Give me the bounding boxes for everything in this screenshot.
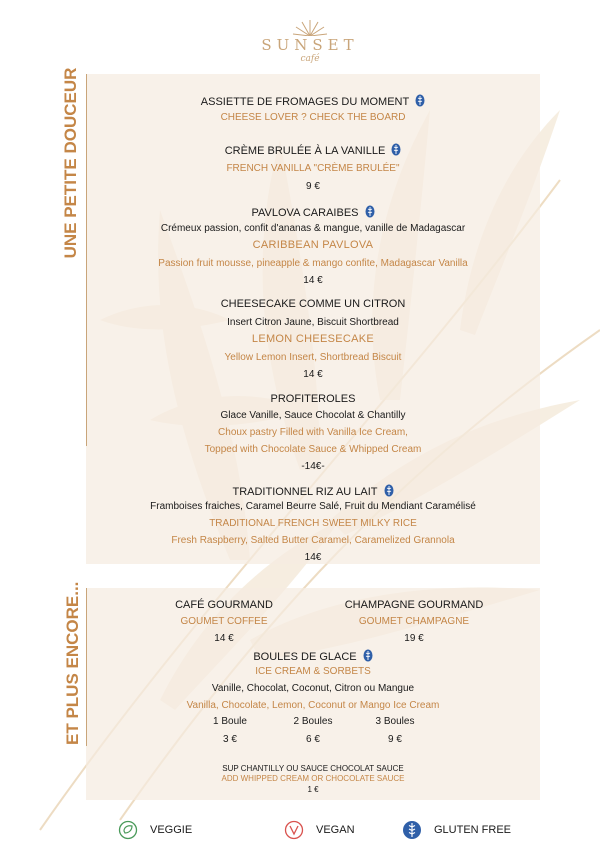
sunset-cafe-logo: [250, 16, 370, 66]
section-title-encore: ET PLUS ENCORE...: [63, 581, 82, 745]
logo-subtitle: café: [300, 54, 320, 64]
ice-cream-option-label: 1 Boule: [213, 716, 247, 727]
champagne-gourmand-title: CHAMPAGNE GOURMAND: [344, 599, 484, 611]
legend-gluten-free-label: GLUTEN FREE: [434, 824, 512, 836]
dessert-pavlova-price: 14 €: [303, 275, 323, 286]
dessert-cheesecake-price: 14 €: [303, 369, 323, 380]
champagne-gourmand-price: 19 €: [404, 633, 424, 644]
cafe-gourmand-en: GOUMET COFFEE: [180, 616, 268, 627]
vegan-icon: [284, 820, 304, 840]
gluten-free-icon: [415, 94, 425, 107]
veggie-icon: [118, 820, 138, 840]
ice-cream-option-price: 9 €: [388, 734, 402, 745]
ice-cream-en-desc: Vanilla, Chocolate, Lemon, Coconut or Mango Ice Cream: [186, 700, 440, 711]
dessert-creme-brulee-en: FRENCH VANILLA "CRÈME BRULÉE": [226, 163, 400, 174]
dessert-cheese-en: CHEESE LOVER ? CHECK THE BOARD: [220, 112, 406, 123]
dessert-pavlova-en: CARIBBEAN PAVLOVA: [252, 239, 374, 251]
supplement-price: 1 €: [307, 785, 319, 794]
gluten-free-icon: [391, 143, 401, 156]
legend-veggie-label: VEGGIE: [150, 824, 193, 836]
sun-rays-icon: [292, 18, 328, 36]
dessert-riz-au-lait-en-desc: Fresh Raspberry, Salted Butter Caramel, Caramelized Grannola: [171, 535, 455, 546]
dessert-profiteroles-en-desc-2: Topped with Chocolate Sauce & Whipped Cream: [204, 444, 422, 455]
dessert-riz-au-lait-en: TRADITIONAL FRENCH SWEET MILKY RICE: [209, 518, 417, 529]
gluten-free-icon: [365, 205, 375, 218]
cafe-gourmand-price: 14 €: [214, 633, 234, 644]
champagne-gourmand-en: GOUMET CHAMPAGNE: [358, 616, 470, 627]
dessert-cheesecake-en: LEMON CHEESECAKE: [251, 333, 375, 345]
supplement-en: ADD WHIPPED CREAM OR CHOCOLATE SAUCE: [221, 774, 405, 783]
dessert-riz-au-lait-title: TRADITIONNEL RIZ AU LAIT: [86, 484, 540, 498]
dessert-profiteroles-title: PROFITEROLES: [270, 393, 356, 405]
dessert-pavlova-en-desc: Passion fruit mousse, pineapple & mango confite, Madagascar Vanilla: [158, 258, 468, 269]
dessert-cheesecake-en-desc: Yellow Lemon Insert, Shortbread Biscuit: [224, 352, 402, 363]
dessert-pavlova-title: PAVLOVA CARAIBES: [86, 205, 540, 219]
ice-cream-option-label: 3 Boules: [375, 716, 415, 727]
ice-cream-desc: Vanille, Chocolat, Coconut, Citron ou Mangue: [211, 683, 415, 694]
cafe-gourmand-title: CAFÉ GOURMAND: [175, 599, 273, 611]
dessert-profiteroles-price: -14€-: [301, 461, 325, 472]
dessert-creme-brulee-title: CRÈME BRULÉE À LA VANILLE: [86, 143, 540, 157]
gluten-free-icon: [384, 484, 394, 497]
dessert-cheesecake-desc: Insert Citron Jaune, Biscuit Shortbread: [227, 317, 399, 328]
logo-wordmark: SUNSET: [261, 36, 359, 54]
gluten-free-icon: [402, 820, 422, 840]
gluten-free-icon: [363, 649, 373, 662]
dessert-cheesecake-title: CHEESECAKE COMME UN CITRON: [220, 298, 406, 310]
ice-cream-option-price: 3 €: [223, 734, 237, 745]
dessert-pavlova-desc: Crémeux passion, confit d'ananas & mangue, vanille de Madagascar: [160, 223, 466, 234]
supplement-fr: SUP CHANTILLY OU SAUCE CHOCOLAT SAUCE: [222, 764, 404, 773]
dessert-riz-au-lait-desc: Framboises fraiches, Caramel Beurre Salé, Fruit du Mendiant Caramélisé: [150, 501, 476, 512]
dessert-profiteroles-en-desc: Choux pastry Filled with Vanilla Ice Cream,: [218, 427, 408, 438]
ice-cream-en: ICE CREAM & SORBETS: [255, 666, 371, 677]
dessert-riz-au-lait-price: 14€: [304, 552, 322, 563]
ice-cream-option-price: 6 €: [306, 734, 320, 745]
ice-cream-option-label: 2 Boules: [293, 716, 333, 727]
dessert-creme-brulee-price: 9 €: [306, 181, 320, 192]
legend-vegan-label: VEGAN: [316, 824, 355, 836]
section-title-douceur: UNE PETITE DOUCEUR: [61, 67, 80, 259]
dessert-profiteroles-desc: Glace Vanille, Sauce Chocolat & Chantilly: [220, 410, 406, 421]
dessert-cheese-title: ASSIETTE DE FROMAGES DU MOMENT: [86, 94, 540, 108]
ice-cream-title: BOULES DE GLACE: [86, 649, 540, 663]
